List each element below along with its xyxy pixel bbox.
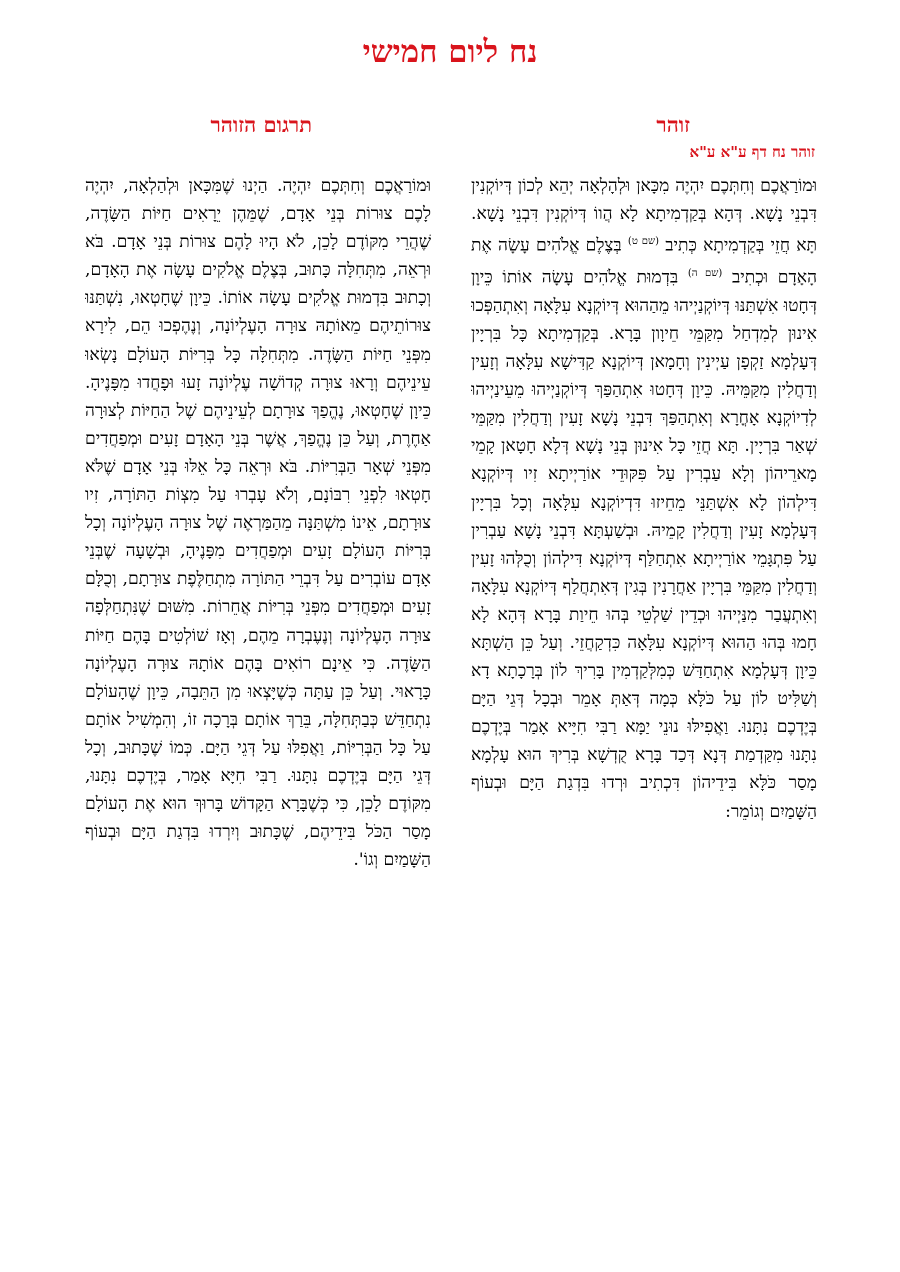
targum-paragraph: וּמוֹרַאֲכֶם וְחִתְּכֶם יִהְיֶה. הַיְנוּ שֶׁמִּכָּאן וּלְהַלְאָה, יִהְיֶה לָכֶם צוּרוֹת בְּנֵי אָדָם, שֶׁמֵּהֶן יֵרָאִים חַיּוֹת הַשָּׂדֶה, שֶׁהֲרֵי מִקּוֹדֶם לָכֵן, לֹא הָיוּ לָהֶם צוּרוֹת בְּנֵי אָדָם. בֹּא וּרְאֵה, מִתְּחִלָּה כָּתוּב, בְּצֶלֶם אֱלֹקִים עָשָׂה אֶת הָאָדָם, וְכָתוּב בִּדְמוּת אֱלֹקִים עָשָׂה אוֹתוֹ. כֵּיוָן שֶׁחָטְאוּ, נִשְׁתַּנּוּ צוּרוֹתֵיהֶם מֵאוֹתָהּ צוּרָה הָעֶלְיוֹנָה, וְנֶהֶפְכוּ הֵם, לִירָא מִפְּנֵי חַיּוֹת הַשָּׂדֶה. מִתְּחִלָּה כָּל בְּרִיּוֹת הָעוֹלָם נָשְׂאוּ עֵינֵיהֶם וְרָאוּ צוּרָה קְדוֹשָׁה עֶלְיוֹנָה זָעוּ וּפָחֲדוּ מִפָּנֶיהָ. כֵּיוָן שֶׁחָטְאוּ, נֶהֱפַךְ צוּרָתָם לְעֵינֵיהֶם שֶׁל הַחַיּוֹת לְצוּרָה אַחֶרֶת, וְעַל כֵּן נֶהֱפַךְ, אֲשֶׁר בְּנֵי הָאָדָם זָעִים וּמְפַחֲדִים מִפְּנֵי שְׁאָר הַבְּרִיּוֹת. בֹּא וּרְאֵה כָּל אֵלּוּ בְּנֵי אָדָם שֶׁלֹּא חָטְאוּ לִפְנֵי רִבּוֹנָם, וְלֹא עָבְרוּ עַל מִצְוֹת הַתּוֹרָה, זִיו צוּרָתָם, אֵינוֹ מִשְׁתַּנָּה מֵהַמַּרְאֶה שֶׁל צוּרָה הָעֶלְיוֹנָה וְכָל בְּרִיּוֹת הָעוֹלָם זָעִים וּמְפַחֲדִים מִפָּנֶיהָ, וּבְשָׁעָה שֶׁבְּנֵי אָדָם עוֹבְרִים עַל דִּבְרֵי הַתּוֹרָה מִתְחַלֶּפֶת צוּרָתָם, וְכֻלָּם זָעִים וּמְפַחֲדִים מִפְּנֵי בְּרִיּוֹת אֲחֵרוֹת. מִשּׁוּם שֶׁנִּתְחַלְּפָה צוּרָה הָעֶלְיוֹנָה וְנֶעֶבְרָה מֵהֶם, וְאָז שׁוֹלְטִים בָּהֶם חַיּוֹת הַשָּׂדֶה. כִּי אֵינָם רוֹאִים בָּהֶם אוֹתָהּ צוּרָה הָעֶלְיוֹנָה כָּרָאוּי. וְעַל כֵּן עַתָּה כְּשֶׁיָּצְאוּ מִן הַתֵּבָה, כֵּיוָן שֶׁהָעוֹלָם נִתְחַדֵּשׁ כְּבַתְּחִלָּה, בֵּרַךְ אוֹתָם בְּרָכָה זוֹ, וְהִמְשִׁיל אוֹתָם עַל כָּל הַבְּרִיּוֹת, וַאֲפִלּוּ עַל דְּגֵי הַיָּם. כְּמוֹ שֶׁכָּתוּב, וְכָל דְּגֵי הַיָּם בְּיֶדְכֶם נִתָּנוּ. רַבִּי חִיָּא אָמַר, בְּיֶדְכֶם נִתָּנוּ, מִקּוֹדֶם לָכֵן, כִּי כְּשֶׁבָּרָא הַקָּדוֹשׁ בָּרוּךְ הוּא אֶת הָעוֹלָם מָסַר הַכֹּל בִּידֵיהֶם, שֶׁכָּתוּב וְיִרְדוּ בִּדְגַת הַיָּם וּבְעוֹף הַשָּׁמַיִם וְגוֹ'. [85,176,431,871]
zohar-text-part-2: בְּצֶלֶם אֱלֹהִים עָשָׂה אֶת הָאָדָם וּכְתִיב [471,235,817,288]
zohar-paragraph [471,172,817,826]
verse-citation-1: (שם ט) [627,236,660,248]
zohar-column-header: זוהר [656,112,690,137]
source-reference: זוהר נח דף ע"א ע"א [689,143,815,161]
zohar-text-part-1: וּמוֹרַאֲכֶם וְחִתְּכֶם יִהְיֶה מִכָּאן וּלְהָלְאָה יְהֵא לְכוֹן דְּיוֹקְנִין דִּבְנֵי נָשָׁא. דְּהָא בְּקַדְמִיתָא לָא הֲווֹ דְּיוֹקְנִין דִּבְנֵי נָשָׁא. תָּא חֲזֵי בְּקַדְמִיתָא כְּתִיב [471,176,817,256]
verse-citation-2: (שם ה) [687,268,723,280]
page-title: נח ליום חמישי [362,34,538,70]
zohar-text-part-3: בִּדְמוּת אֱלֹהִים עָשָׂה אוֹתוֹ כֵּיוָן דְּחָטוּ אִשְׁתַּנּוּ דְּיוֹקְנַיְיהוּ מֵהַהוּא דְּיוֹקְנָא עִלָּאָה וְאִתְהַפְּכוּ אִינוּן לְמִדְחַל מִקַּמֵּי חֵיוָון בָּרָא. בְּקַדְמִיתָא כָּל בִּרְיָין דְּעָלְמָא זַקְפָן עַיְינִין וְחָמָאן דְּיוֹקְנָא קַדִּישָׁא עִלָּאָה וְזָעִין וְדַחֲלִין מִקַּמֵּיהּ. כֵּיוָן דְּחָטוּ אִתְהַפַּךְ דְּיוֹקְנַיְיהוּ מֵעֵינַיְיהוּ לְדִיוֹקְנָא אָחֳרָא וְאִתְהַפַּךְ דִּבְנֵי נָשָׁא זָעִין וְדַחֲלִין מִקַּמֵּי שְׁאַר בִּרְיָין. תָּא חֲזֵי כָּל אִינוּן בְּנֵי נָשָׁא דְּלָא חָטָאן קָמֵי מָארֵיהוֹן וְלָא עַבְרִין עַל פִּקּוּדֵי אוֹרַיְיתָא זִיו דְּיוֹקְנָא דִּילְהוֹן לָא אִשְׁתַּנֵּי מֵחֵיזוּ דִּדְיוֹקְנָא עִלָּאָה וְכָל בִּרְיָין דְּעָלְמָא זָעִין וְדַחֲלִין קָמֵיהּ. וּבְשַׁעְתָּא דִּבְנֵי נָשָׁא עַבְרִין עַל פִּתְגָּמֵי אוֹרַיְיתָא אִתְחַלַּף דְּיוֹקְנָא דִּילְהוֹן וְכֻלְּהוּ זָעִין וְדַחֲלִין מִקַּמֵּי בִּרְיָין אַחֲרָנִין בְּגִין דְּאִתְחֲלַף דְּיוֹקְנָא עִלָּאָה וְאִתְעֲבַר מִנַּיְיהוּ וּכְדֵין שַׁלְטֵי בְּהוּ חֵיוַת בָּרָא דְּהָא לָא חָמוּ בְּהוּ הַהוּא דְּיוֹקְנָא עִלָּאָה כִּדְקַחֲזֵי. וְעַל כֵּן הַשְׁתָּא כֵּיוָן דְּעָלְמָא אִתְחַדַּשׁ כְּמִלְּקַדְמִין בָּרִיךְ לוֹן בְּרָכָתָא דָא וְשַׁלִּיט לוֹן עַל כֹּלָּא כְּמָה דְּאַתְּ אָמֵר וּבְכָל דְּגֵי הַיָּם בְּיֶדְכֶם נִתָּנוּ. וַאֲפִילּוּ נוּנֵי יַמָּא רַבִּי חִיָּיא אָמַר בְּיֶדְכֶם נִתָּנוּ מִקַּדְמַת דְּנָא דְּכַד בָּרָא קֻדְשָׁא בְּרִיךְ הוּא עָלְמָא מָסַר כֹּלָּא בִּידֵיהוֹן דִּכְתִיב וּרְדוּ בִּדְגַת הַיָּם וּבְעוֹף הַשָּׁמַיִם וְגוֹמֵר: [471,267,817,822]
targum-column-header: תרגום הזוהר [210,112,312,137]
targum-text-column [85,172,431,1212]
zohar-text-column [471,172,817,1212]
